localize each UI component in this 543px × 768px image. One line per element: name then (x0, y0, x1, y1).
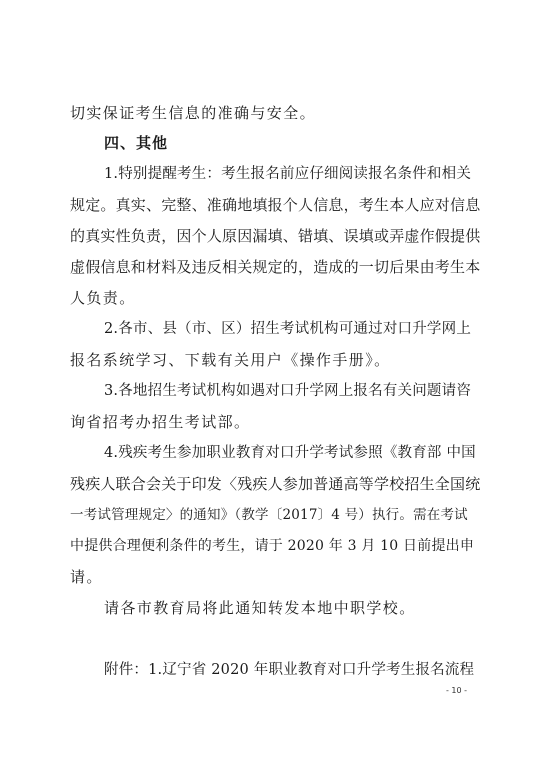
text-line: 1.特别提醒考生：考生报名前应仔细阅读报名条件和相关 (104, 166, 472, 182)
text-line: 一考试管理规定〉的通知》（教学〔2017〕4 号）执行。需在考试 (70, 507, 468, 523)
text-line: 切实保证考生信息的准确与安全。 (70, 104, 317, 122)
text-line: 4.残疾考生参加职业教育对口升学考试参照《教育部 中国 (104, 445, 476, 461)
text-line: 残疾人联合会关于印发〈残疾人参加普通高等学校招生全国统 (70, 475, 481, 493)
text-line: 请。 (70, 568, 103, 586)
text-line: 规定。真实、完整、准确地填报个人信息，考生本人应对信息 (70, 196, 481, 214)
section-heading: 四、其他 (104, 134, 169, 152)
text-line: 请各市教育局将此通知转发本地中职学校。 (104, 599, 416, 617)
text-line: 的真实性负责，因个人原因漏填、错填、误填或弄虚作假提供 (70, 227, 481, 245)
text-line: 2.各市、县（市、区）招生考试机构可通过对口升学网上 (104, 321, 472, 337)
text-line: 3.各地招生考试机构如遇对口升学网上报名有关问题请咨 (104, 383, 472, 399)
attachment-line: 附件：1.辽宁省 2020 年职业教育对口升学考生报名流程 (104, 662, 475, 678)
text-line: 询省招考办招生考试部。 (70, 413, 251, 431)
text-line: 虚假信息和材料及违反相关规定的，造成的一切后果由考生本 (70, 258, 481, 276)
text-line: 报名系统学习、下载有关用户《操作手册》。 (70, 351, 391, 369)
text-line: 中提供合理便利条件的考生，请于 2020 年 3 月 10 日前提出申 (70, 538, 475, 554)
text-line: 人负责。 (70, 289, 136, 307)
page-number: - 10 - (446, 686, 468, 695)
